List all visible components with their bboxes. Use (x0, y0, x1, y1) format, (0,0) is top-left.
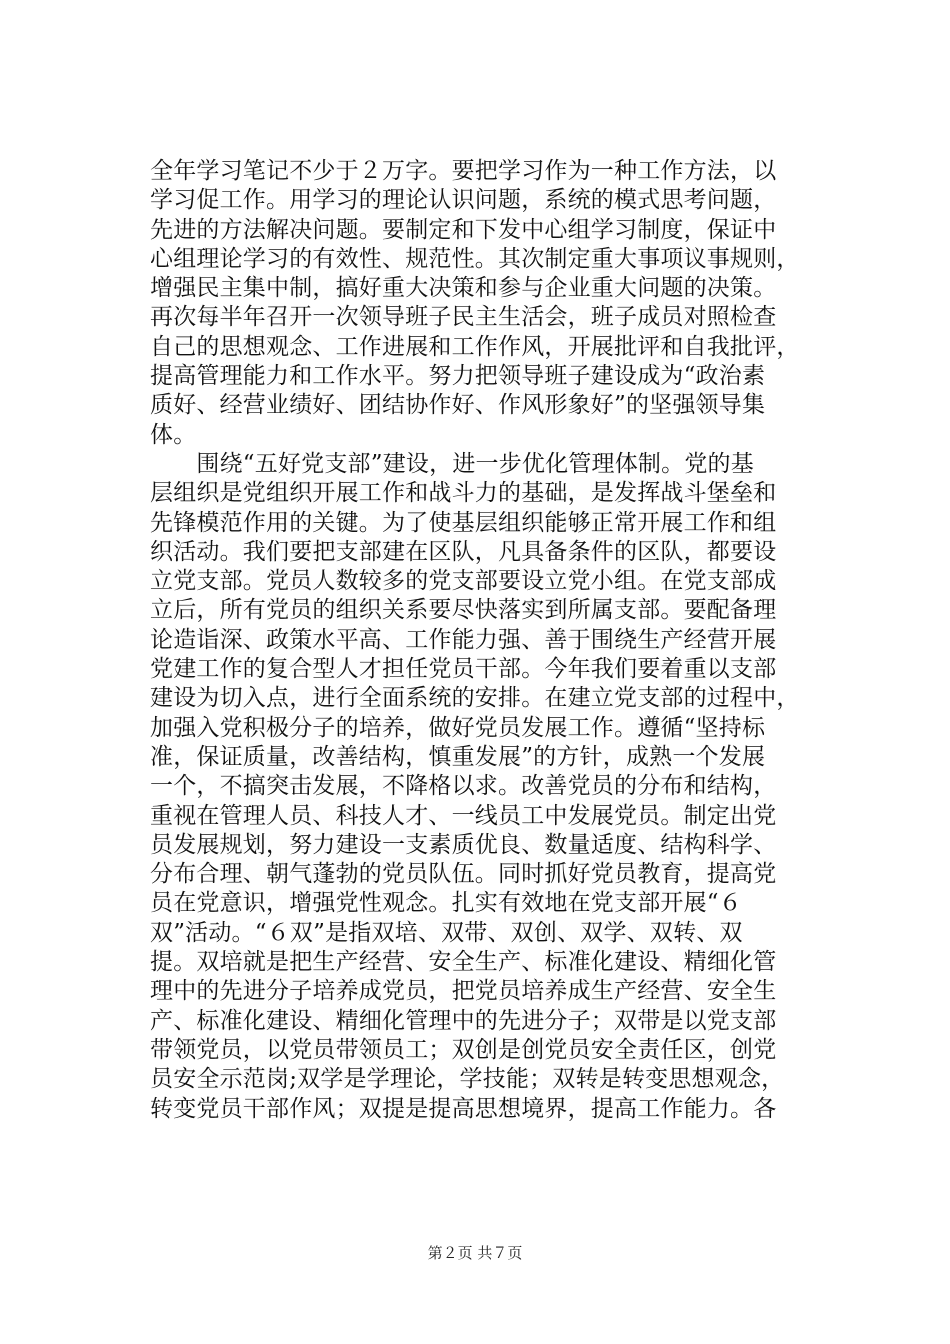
text-line: 层组织是党组织开展工作和战斗力的基础，是发挥战斗堡垒和 (150, 480, 777, 507)
text-line: 再次每半年召开一次领导班子民主生活会，班子成员对照检查 (150, 304, 777, 331)
text-line: 全年学习笔记不少于２万字。要把学习作为一种工作方法，以 (150, 158, 777, 184)
text-line: 织活动。我们要把支部建在区队，凡具备条件的区队，都要设 (150, 538, 777, 565)
page-number-label: 第２页 共７页 (427, 1244, 523, 1262)
body-text (150, 157, 830, 1124)
text-line: 提。双培就是把生产经营、安全生产、标准化建设、精细化管 (150, 949, 777, 976)
text-line: 体。 (150, 421, 197, 448)
text-line: 带领党员，以党员带领员工；双创是创党员安全责任区，创党 (150, 1036, 777, 1063)
text-line: 先进的方法解决问题。要制定和下发中心组学习制度，保证中 (150, 216, 777, 243)
text-line: 产、标准化建设、精细化管理中的先进分子；双带是以党支部 (150, 1007, 777, 1034)
text-line: 员安全示范岗;双学是学理论，学技能；双转是转变思想观念， (150, 1066, 785, 1093)
text-line: 准，保证质量，改善结构，慎重发展”的方针，成熟一个发展 (150, 743, 766, 770)
text-line: 转变党员干部作风；双提是提高思想境界，提高工作能力。各 (150, 1095, 777, 1122)
text-line: 围绕“五好党支部”建设，进一步优化管理体制。党的基 (150, 450, 754, 477)
text-line: 质好、经营业绩好、团结协作好、作风形象好”的坚强领导集 (150, 392, 766, 419)
text-line: 心组理论学习的有效性、规范性。其次制定重大事项议事规则， (150, 245, 800, 272)
text-line: 先锋模范作用的关键。为了使基层组织能够正常开展工作和组 (150, 509, 777, 536)
text-line: 员发展规划，努力建设一支素质优良、数量适度、结构科学、 (150, 831, 777, 858)
text-line: 员在党意识，增强党性观念。扎实有效地在党支部开展“６ (150, 890, 742, 917)
text-line: 建设为切入点，进行全面系统的安排。在建立党支部的过程中， (150, 685, 800, 712)
text-line: 分布合理、朝气蓬勃的党员队伍。同时抓好党员教育，提高党 (150, 861, 777, 888)
text-line: 双”活动。“６双”是指双培、双带、双创、双学、双转、双 (150, 919, 743, 946)
text-line: 立后，所有党员的组织关系要尽快落实到所属支部。要配备理 (150, 597, 777, 624)
text-line: 学习促工作。用学习的理论认识问题，系统的模式思考问题， (150, 187, 777, 214)
text-line: 重视在管理人员、科技人才、一线员工中发展党员。制定出党 (150, 802, 777, 829)
page-footer (0, 1243, 950, 1263)
text-line: 增强民主集中制，搞好重大决策和参与企业重大问题的决策。 (150, 275, 777, 302)
text-line: 加强入党积极分子的培养，做好党员发展工作。遵循“坚持标 (150, 714, 766, 741)
text-line: 一个，不搞突击发展，不降格以求。改善党员的分布和结构， (150, 773, 777, 800)
text-line: 论造诣深、政策水平高、工作能力强、善于围绕生产经营开展 (150, 626, 777, 653)
text-line: 理中的先进分子培养成党员，把党员培养成生产经营、安全生 (150, 978, 777, 1005)
text-line: 自己的思想观念、工作进展和工作作风，开展批评和自我批评， (150, 333, 800, 360)
text-line: 党建工作的复合型人才担任党员干部。今年我们要着重以支部 (150, 656, 777, 683)
text-line: 立党支部。党员人数较多的党支部要设立党小组。在党支部成 (150, 568, 777, 595)
text-line: 提高管理能力和工作水平。努力把领导班子建设成为“政治素 (150, 363, 766, 390)
